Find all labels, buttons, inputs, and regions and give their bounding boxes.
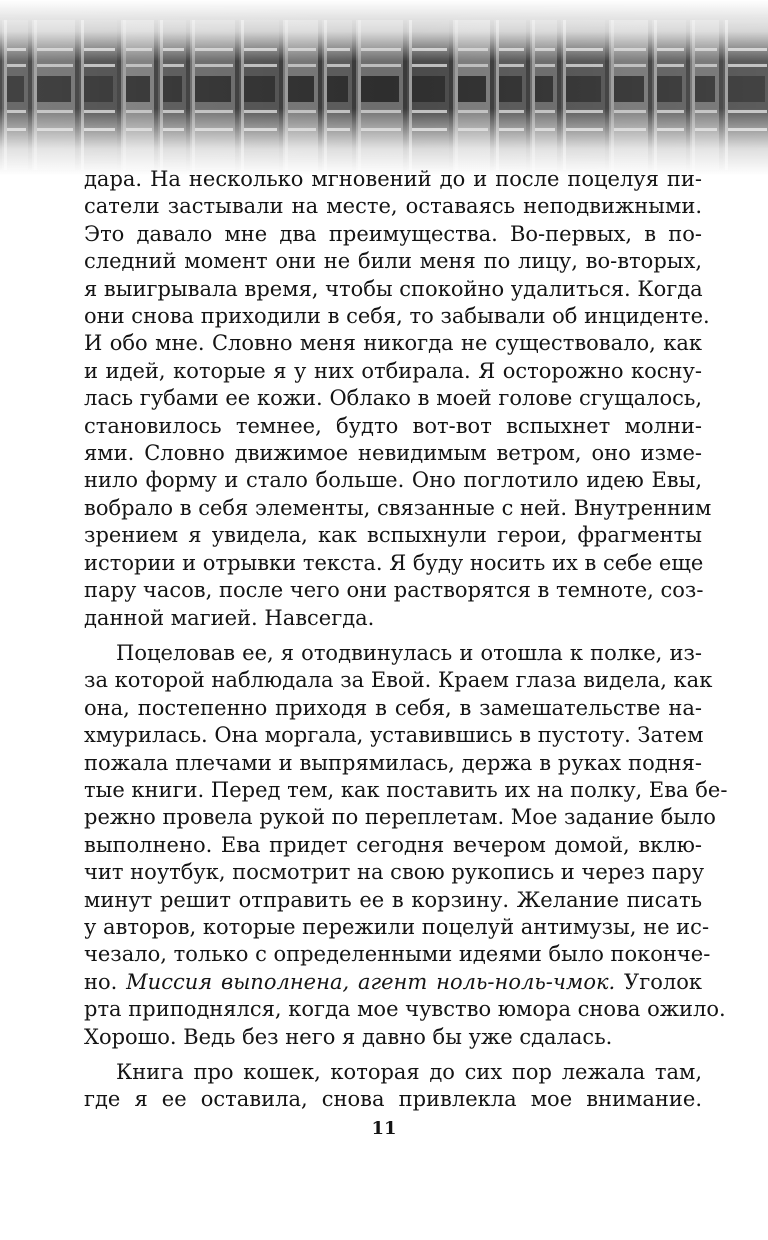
text-line: чезало, только с определенными идеями было поконче-: [84, 942, 711, 967]
text-line: Хорошо. Ведь без него я давно бы уже сдалась.: [84, 1024, 613, 1049]
text-line: вобрало в себя элементы, связанные с ней. Внутренним: [84, 495, 712, 520]
text-line: я выигрывала время, чтобы спокойно удалиться. Когда: [84, 276, 703, 301]
text-line: И обо мне. Словно меня никогда не существовало, как: [84, 331, 702, 356]
text-line: данной магией. Навсегда.: [84, 605, 375, 630]
text-line: за которой наблюдала за Евой. Краем глаза видела, как: [84, 668, 713, 693]
page-number: 11: [371, 1118, 397, 1139]
text-line: лась губами ее кожи. Облако в моей голове сгущалось,: [84, 386, 702, 411]
text-line: чит ноутбук, посмотрит на свою рукопись и через пару: [84, 860, 705, 885]
italic-phrase: Миссия выполнена, агент ноль-ноль-чмок.: [126, 969, 616, 994]
text-line: минут решит отправить ее в корзину. Желание писать: [84, 887, 702, 912]
text-line: становилось темнее, будто вот-вот вспыхнет молни-: [84, 413, 702, 438]
text-line: дара. На несколько мгновений до и после поцелуя пи-: [84, 167, 702, 191]
bookshelf-image-graphic: [0, 0, 768, 175]
text-line: хмурилась. Она моргала, уставившись в пустоту. Затем: [84, 723, 704, 748]
text-line: Поцеловав ее, я отодвинулась и отошла к полке, из-: [116, 640, 702, 665]
text-line: тые книги. Перед тем, как поставить их на полку, Ева бе-: [84, 777, 728, 802]
text-line: выполнено. Ева придет сегодня вечером домой, вклю-: [84, 832, 702, 857]
text-line: сатели застывали на месте, оставаясь неподвижными.: [84, 194, 702, 219]
text-line: ями. Словно движимое невидимым ветром, оно изме-: [84, 441, 702, 466]
text-line: она, постепенно приходя в себя, в замешательстве на-: [84, 695, 702, 720]
text-line: пожала плечами и выпрямилась, держа в руках подня-: [84, 750, 702, 775]
body-text: [84, 166, 728, 1114]
text-line: нило форму и стало больше. Оно поглотило идею Евы,: [84, 468, 702, 493]
text-line: следний момент они не били меня по лицу, во-вторых,: [84, 249, 702, 274]
text-line: режно провела рукой по переплетам. Мое задание было: [84, 805, 716, 830]
text-line: истории и отрывки текста. Я буду носить их в себе еще: [84, 550, 704, 575]
text-line: у авторов, которые пережили поцелуй антимузы, не ис-: [84, 914, 710, 939]
text-line-mixed: [84, 969, 702, 996]
text-fragment: Уголок: [624, 969, 702, 994]
text-line: Это давало мне два преимущества. Во-первых, в по-: [84, 221, 702, 246]
text-line: Книга про кошек, которая до сих пор лежала там,: [116, 1060, 702, 1084]
text-line: где я ее оставила, снова привлекла мое внимание.: [84, 1087, 702, 1112]
text-line: зрением я увидела, как вспыхнули герои, фрагменты: [84, 523, 702, 548]
text-line: пару часов, после чего они растворятся в темноте, соз-: [84, 578, 704, 603]
text-line: рта приподнялся, когда мое чувство юмора снова ожило.: [84, 997, 726, 1022]
text-fragment: но.: [84, 969, 118, 994]
text-line: и идей, которые я у них отбирала. Я осторожно косну-: [84, 358, 702, 383]
text-line: они снова приходили в себя, то забывали об инциденте.: [84, 304, 710, 329]
bookshelf-image: [0, 0, 768, 175]
